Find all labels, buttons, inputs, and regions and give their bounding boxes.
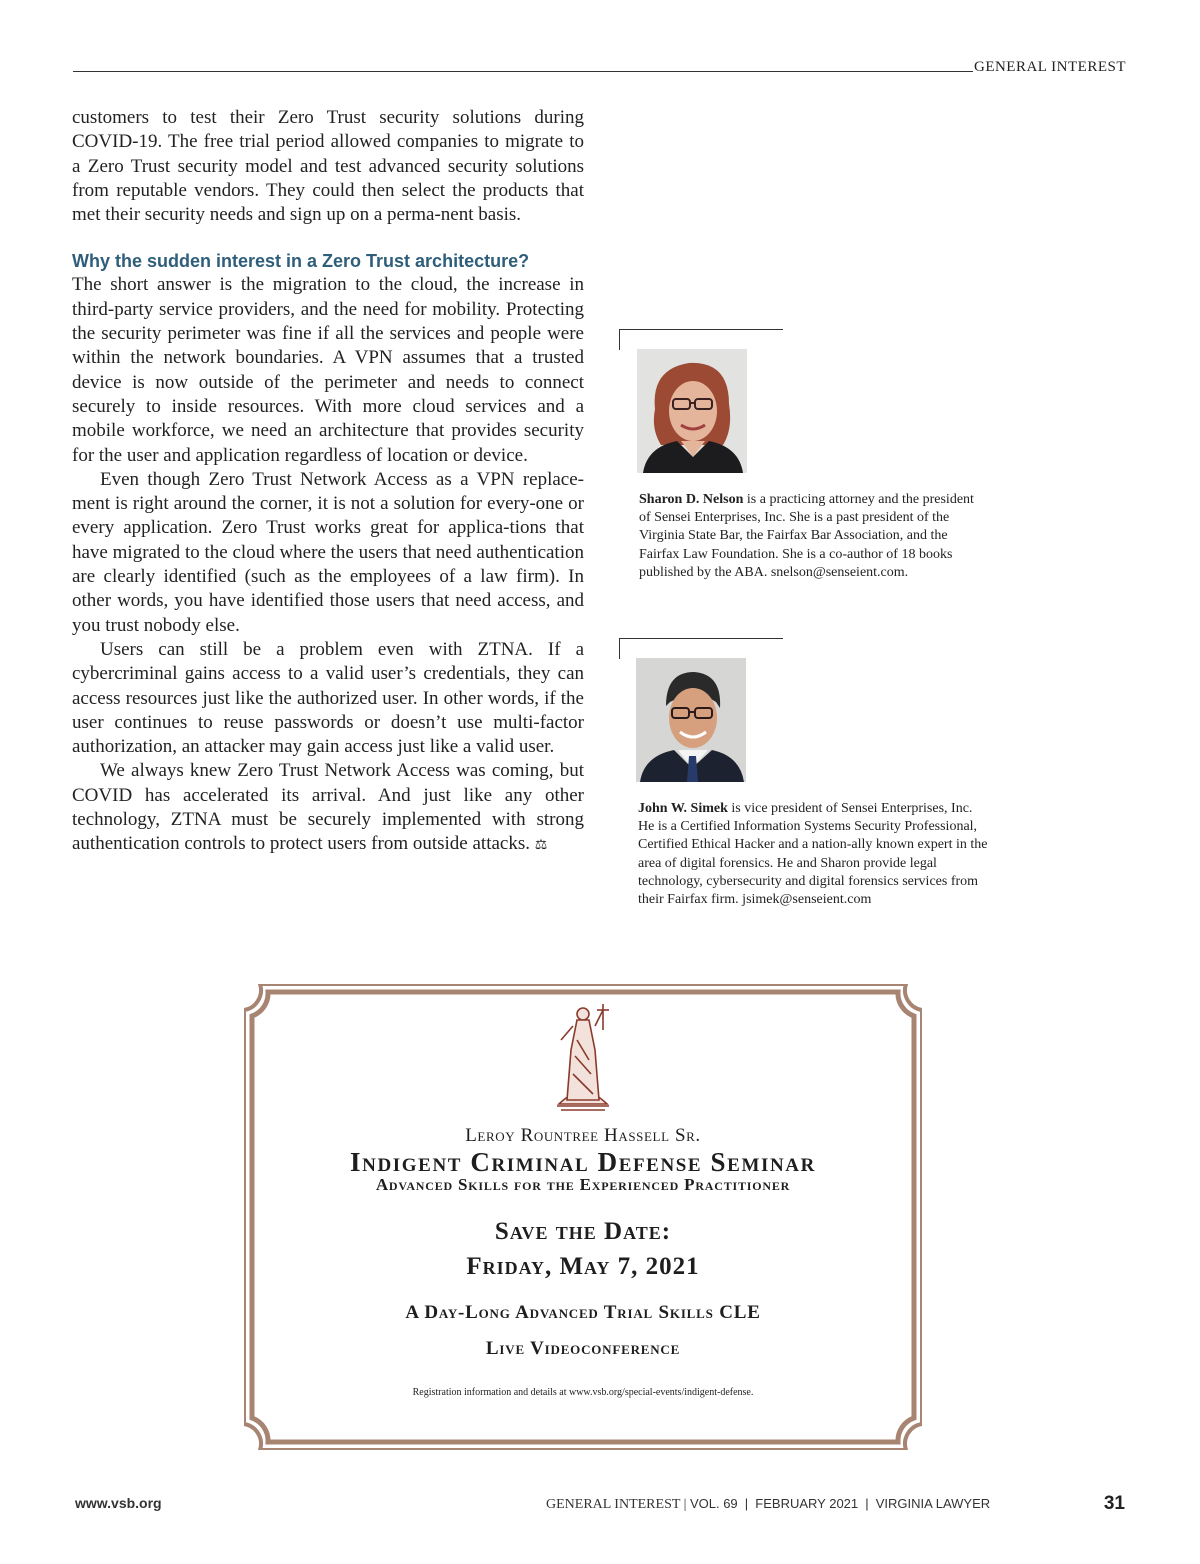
author-photo-nelson [637, 349, 747, 473]
footer-issue: FEBRUARY 2021 [755, 1496, 859, 1511]
paragraph [72, 759, 584, 858]
paragraph: Even though Zero Trust Network Access as a VPN replace-ment is right around the corner, it is not a solution for every-one or every application. Zero Trust works great for applica-tions that have migrated to the cloud where the users that need authentication are clearly identified (such as the employees of a law firm). In other words, you have identified those users that need access, and you trust nobody else. [72, 468, 584, 636]
seminar-venue: Live Videoconference [485, 1338, 681, 1359]
paragraph-text: We always knew Zero Trust Network Access was coming, but COVID has accelerated its arrival. And just like any other technology, ZTNA must be securely implemented with strong authentication controls to protect users from outside attacks. [72, 760, 584, 855]
bio-description: is vice president of Sensei Enterprises, Inc. He is a Certified Information Systems Security Professional, Certified Ethical Hacker and a nation-ally known expert in the area of digital forensics. He and Sharon provide legal technology, cybersecurity and digital forensics services from their Fairfax firm. jsimek@senseient.com [638, 801, 988, 908]
scales-end-icon: ⚖ [534, 838, 548, 854]
author-name: Sharon D. Nelson [639, 492, 744, 507]
registration-info: Registration information and details at www.vsb.org/special-events/indigent-defense. [412, 1387, 754, 1398]
article-column [72, 106, 584, 859]
author-name: John W. Simek [638, 801, 728, 816]
footer-publication: VIRGINIA LAWYER [875, 1496, 991, 1511]
paragraph: The short answer is the migration to the cloud, the increase in third-party service providers, and the need for mobility. Protecting the security perimeter was fine if all the services and people were within the network boundaries. A VPN assumes that a trusted device is now outside of the perimeter and needs to connect securely to inside resources. With more cloud services and a mobile workforce, we need an architecture that provides security for the user and application regardless of location or device. [72, 274, 584, 466]
bio-description: is a practicing attorney and the president of Sensei Enterprises, Inc. She is a past president of the Virginia State Bar, the Fairfax Bar Association, and the Fairfax Law Foundation. She is a co-author of 18 books published by the ABA. snelson@senseient.com. [639, 492, 974, 580]
bio-text [638, 800, 988, 909]
ad-border [244, 984, 922, 1450]
paragraph [72, 638, 584, 759]
header-rule [73, 71, 973, 72]
section-heading: Why the sudden interest in a Zero Trust architecture? [72, 251, 530, 272]
paragraph-text: Users can still be a problem even with ZTNA. If a cybercriminal gains access to a valid user’s credentials, they can access resources just like the authorized user. In other words, if the user continues to reuse passwords or doesn’t use multi-factor authorization, an attacker may gain access just like a valid user. [72, 638, 584, 758]
footer-volume: VOL. 69 [689, 1496, 738, 1511]
seminar-subtitle: Advanced Skills for the Experienced Practitioner [375, 1175, 791, 1194]
save-the-date: Save the Date: [494, 1218, 672, 1245]
section-label: GENERAL INTEREST [973, 59, 1126, 75]
bio-frame [619, 329, 783, 350]
bio-frame [619, 638, 783, 659]
author-photo-simek [636, 658, 746, 782]
page-number: 31 [1103, 1493, 1125, 1514]
footer-website: www.vsb.org [75, 1495, 162, 1511]
seminar-format: A Day-Long Advanced Trial Skills CLE [405, 1302, 761, 1323]
honoree-name: Leroy Rountree Hassell Sr. [465, 1125, 701, 1146]
seminar-ad [244, 984, 922, 1450]
footer-section: GENERAL INTEREST [546, 1497, 681, 1512]
lady-justice-icon [557, 1004, 609, 1110]
paragraph: customers to test their Zero Trust security solutions during COVID-19. The free trial period allowed companies to migrate to a Zero Trust security model and test advanced security solutions from reputable vendors. They could then select the products that met their security needs and sign up on a perma-nent basis. [72, 107, 584, 226]
seminar-title: Indigent Criminal Defense Seminar [350, 1147, 816, 1177]
seminar-date: Friday, May 7, 2021 [466, 1253, 700, 1280]
bio-text [639, 491, 989, 582]
footer-running-title: GENERAL INTEREST | VOL. 69 | FEBRUARY 2021 | VIRGINIA LAWYER [546, 1496, 991, 1512]
